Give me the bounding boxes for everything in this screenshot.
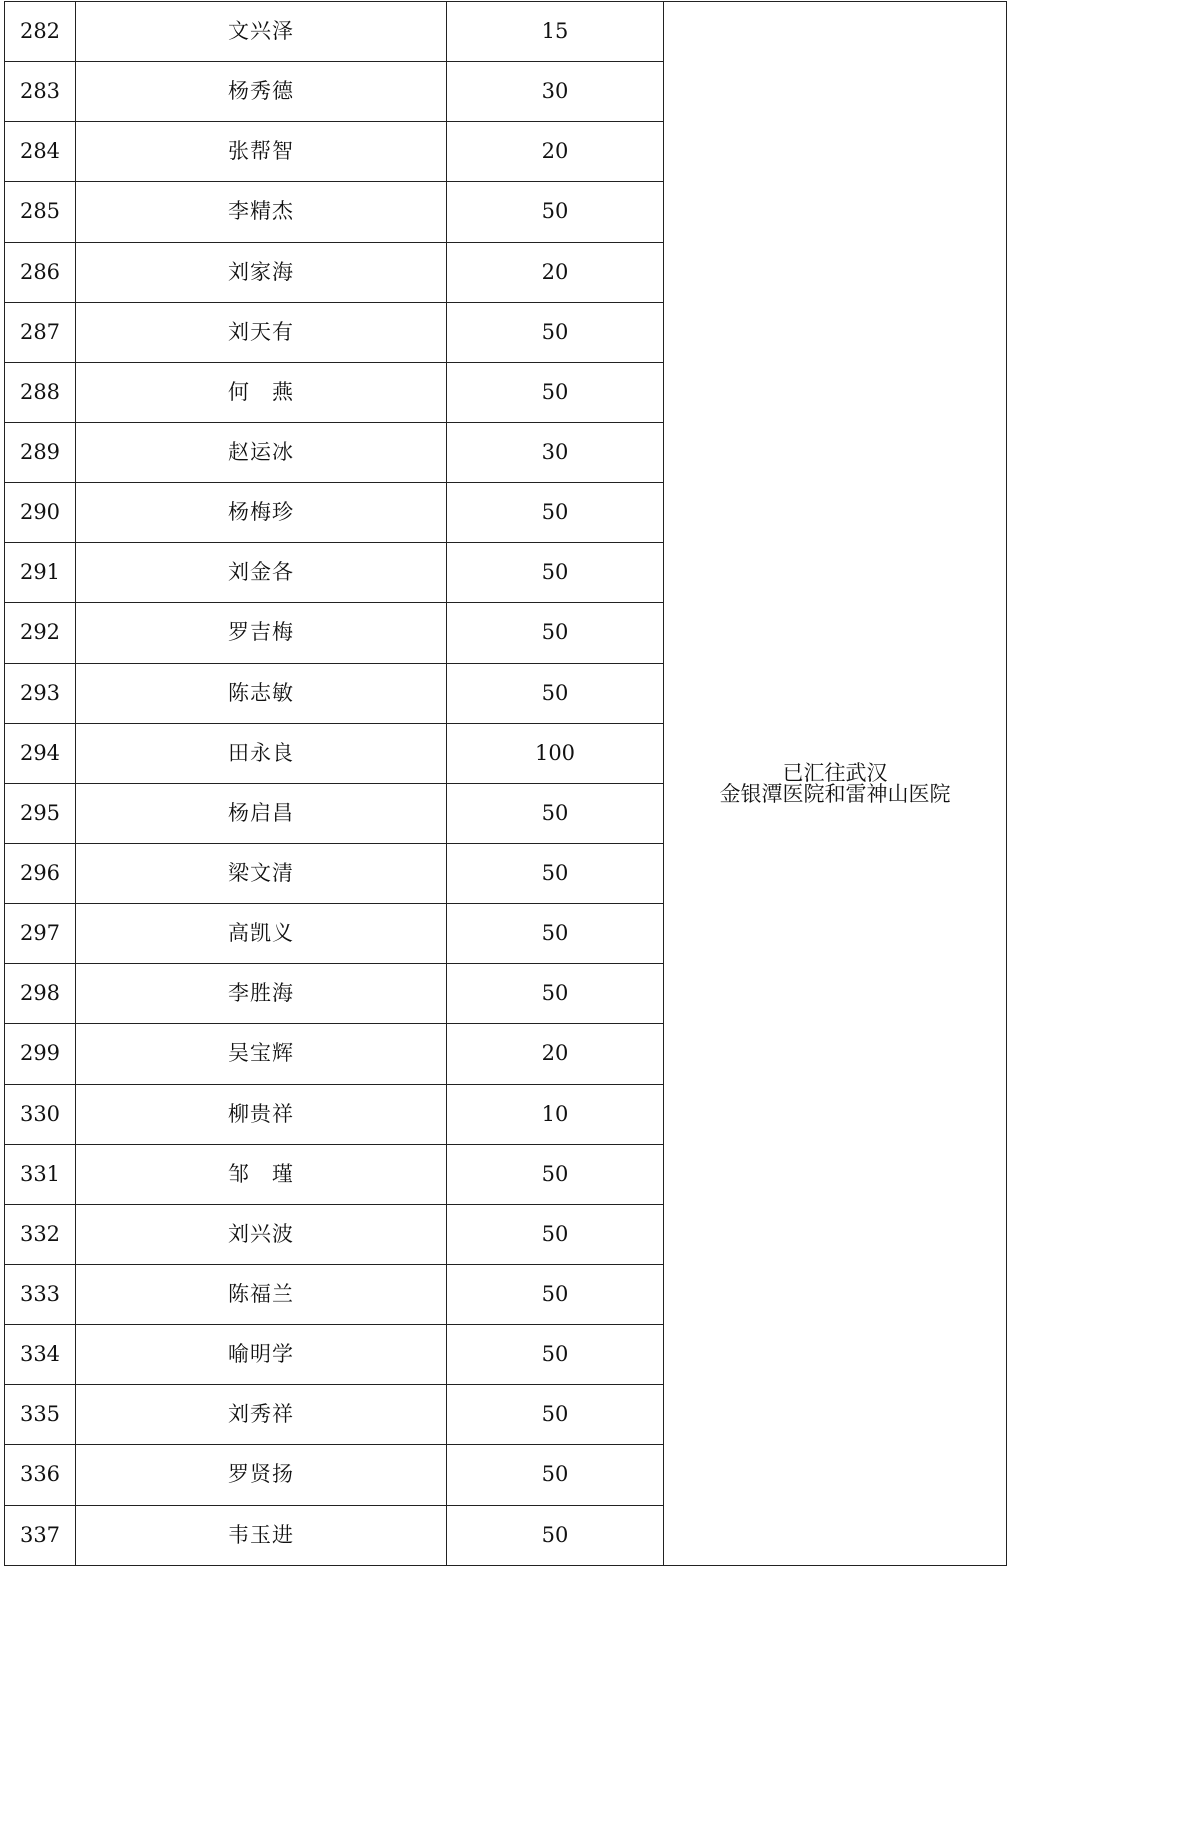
donor-name: 李胜海	[76, 964, 447, 1024]
donor-name: 喻明学	[76, 1325, 447, 1385]
row-number: 297	[5, 904, 76, 964]
row-number: 298	[5, 964, 76, 1024]
donation-amount: 100	[447, 723, 664, 783]
donor-name: 韦玉进	[76, 1505, 447, 1565]
remark-line-2: 金银潭医院和雷神山医院	[719, 781, 951, 806]
donation-amount: 20	[447, 122, 664, 182]
donation-amount: 50	[447, 1264, 664, 1324]
donor-name: 杨启昌	[76, 783, 447, 843]
row-number: 299	[5, 1024, 76, 1084]
donation-amount: 50	[447, 904, 664, 964]
row-number: 284	[5, 122, 76, 182]
row-number: 292	[5, 603, 76, 663]
row-number: 288	[5, 362, 76, 422]
table-row	[5, 2, 1007, 62]
donor-name: 罗吉梅	[76, 603, 447, 663]
donor-name: 陈志敏	[76, 663, 447, 723]
donation-amount: 10	[447, 1084, 664, 1144]
row-number: 293	[5, 663, 76, 723]
remark-line-1: 已汇往武汉	[782, 760, 888, 785]
row-number: 285	[5, 182, 76, 242]
donor-name: 田永良	[76, 723, 447, 783]
row-number: 334	[5, 1325, 76, 1385]
donation-amount: 50	[447, 483, 664, 543]
donor-name: 杨秀德	[76, 62, 447, 122]
donor-name: 刘兴波	[76, 1204, 447, 1264]
donor-name: 赵运冰	[76, 422, 447, 482]
row-number: 290	[5, 483, 76, 543]
row-number: 286	[5, 242, 76, 302]
donation-table	[4, 1, 1007, 1566]
donor-name: 吴宝辉	[76, 1024, 447, 1084]
row-number: 332	[5, 1204, 76, 1264]
row-number: 295	[5, 783, 76, 843]
donation-amount: 50	[447, 783, 664, 843]
donation-amount: 50	[447, 302, 664, 362]
donation-amount: 50	[447, 964, 664, 1024]
donation-amount: 50	[447, 362, 664, 422]
donor-name: 邹 瑾	[76, 1144, 447, 1204]
donation-amount: 50	[447, 1445, 664, 1505]
row-number: 289	[5, 422, 76, 482]
row-number: 335	[5, 1385, 76, 1445]
donation-amount: 30	[447, 422, 664, 482]
row-number: 283	[5, 62, 76, 122]
donation-amount: 20	[447, 1024, 664, 1084]
donor-name: 文兴泽	[76, 2, 447, 62]
donor-name: 陈福兰	[76, 1264, 447, 1324]
row-number: 282	[5, 2, 76, 62]
donor-name: 梁文清	[76, 843, 447, 903]
row-number: 336	[5, 1445, 76, 1505]
donor-name: 李精杰	[76, 182, 447, 242]
donor-name: 刘家海	[76, 242, 447, 302]
row-number: 330	[5, 1084, 76, 1144]
donation-amount: 50	[447, 663, 664, 723]
donor-name: 刘金各	[76, 543, 447, 603]
row-number: 294	[5, 723, 76, 783]
row-number: 331	[5, 1144, 76, 1204]
row-number: 337	[5, 1505, 76, 1565]
donor-name: 刘秀祥	[76, 1385, 447, 1445]
donation-amount: 20	[447, 242, 664, 302]
donation-amount: 15	[447, 2, 664, 62]
remark-cell	[664, 2, 1007, 1566]
donation-amount: 50	[447, 1144, 664, 1204]
row-number: 296	[5, 843, 76, 903]
donation-amount: 50	[447, 543, 664, 603]
donor-name: 何 燕	[76, 362, 447, 422]
donation-amount: 50	[447, 1505, 664, 1565]
donation-amount: 50	[447, 182, 664, 242]
donor-name: 柳贵祥	[76, 1084, 447, 1144]
donor-name: 高凯义	[76, 904, 447, 964]
table-body	[5, 2, 1007, 1566]
donor-name: 刘天有	[76, 302, 447, 362]
donor-name: 罗贤扬	[76, 1445, 447, 1505]
donor-name: 杨梅珍	[76, 483, 447, 543]
donation-amount: 50	[447, 1385, 664, 1445]
donor-name: 张帮智	[76, 122, 447, 182]
donation-amount: 50	[447, 603, 664, 663]
donation-amount: 30	[447, 62, 664, 122]
row-number: 287	[5, 302, 76, 362]
row-number: 291	[5, 543, 76, 603]
row-number: 333	[5, 1264, 76, 1324]
donation-amount: 50	[447, 1204, 664, 1264]
donation-amount: 50	[447, 843, 664, 903]
donation-amount: 50	[447, 1325, 664, 1385]
